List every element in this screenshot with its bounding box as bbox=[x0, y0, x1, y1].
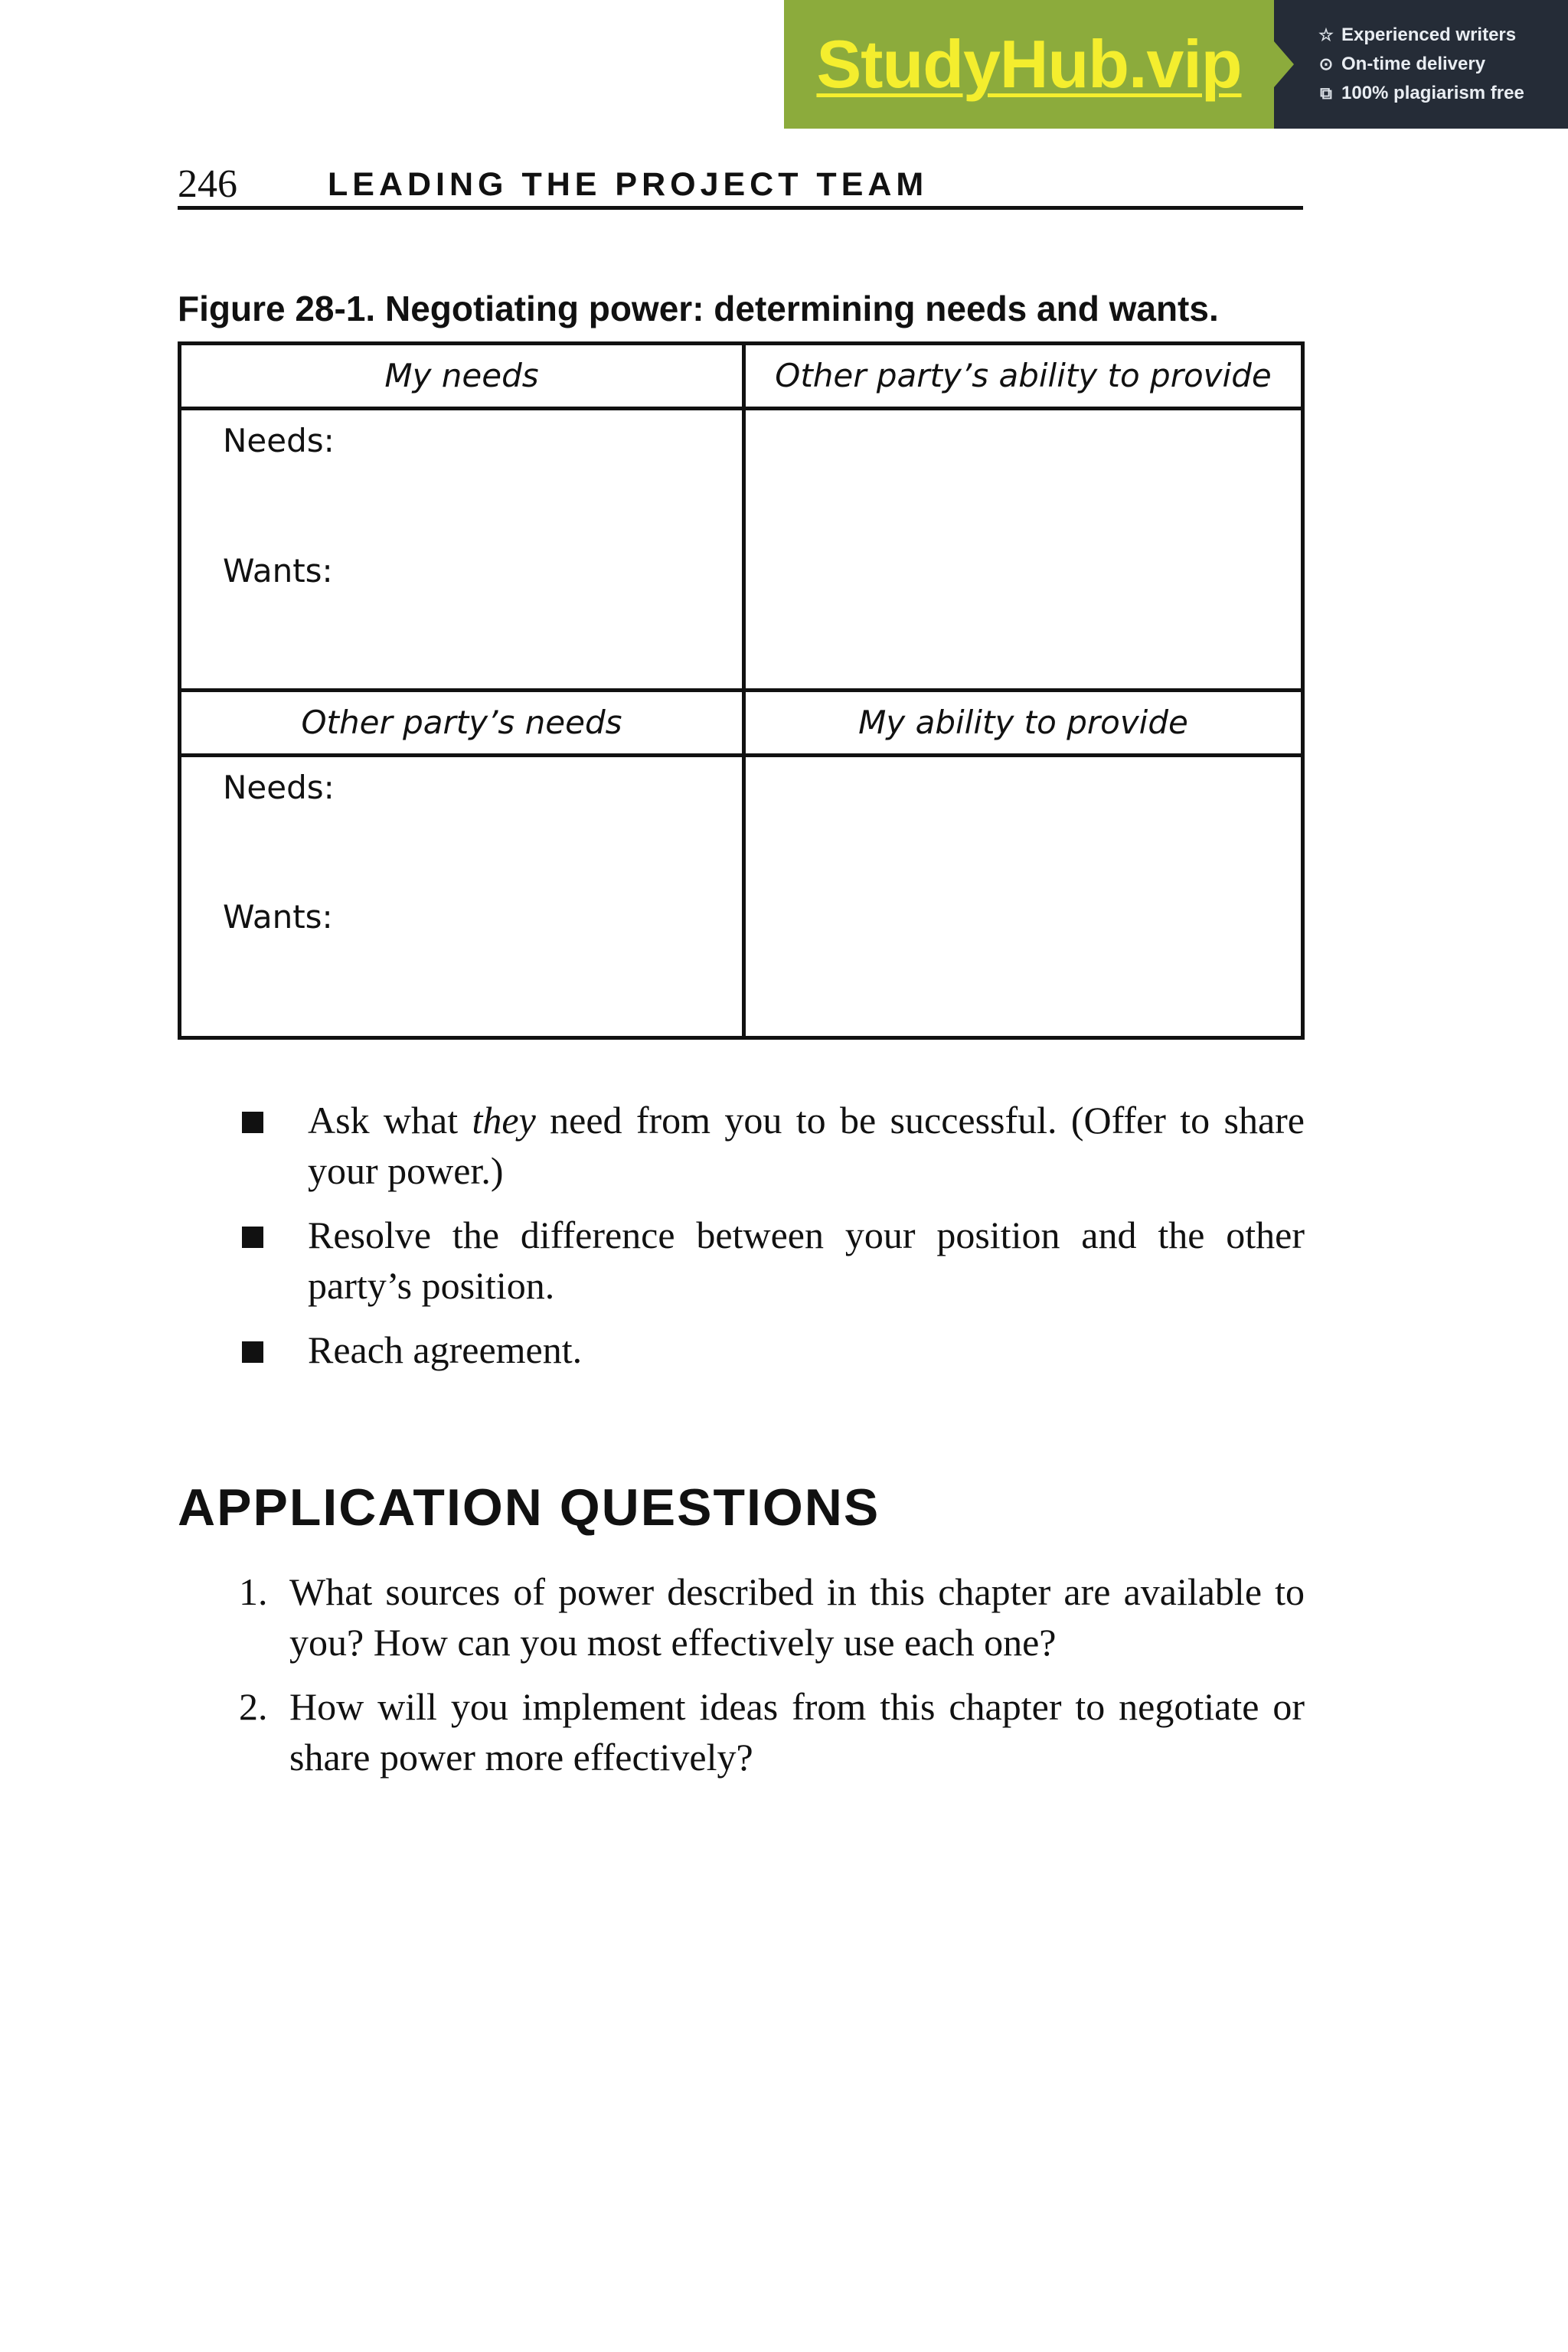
question-number: 2. bbox=[239, 1685, 268, 1728]
feature-experienced-writers bbox=[1317, 24, 1568, 46]
needs-label: Needs: bbox=[223, 769, 335, 806]
header-other-party-needs: Other party’s needs bbox=[301, 704, 622, 741]
banner-features bbox=[1274, 0, 1568, 129]
feature-text: 100% plagiarism free bbox=[1341, 83, 1524, 103]
list-item bbox=[178, 1681, 1305, 1782]
banner-notch bbox=[1274, 41, 1294, 87]
star-icon: ☆ bbox=[1318, 25, 1334, 44]
square-bullet-icon bbox=[242, 1227, 263, 1248]
feature-on-time-delivery bbox=[1317, 54, 1568, 75]
needs-wants-table bbox=[178, 341, 1305, 1040]
question-list bbox=[178, 1566, 1305, 1796]
studyhub-banner[interactable] bbox=[784, 0, 1568, 129]
table-divider bbox=[181, 753, 1301, 757]
header-my-needs: My needs bbox=[384, 357, 539, 394]
question-text: What sources of power described in this chapter are available to you? How can you most effectively use each one? bbox=[289, 1570, 1305, 1664]
table-divider bbox=[181, 407, 1301, 410]
list-item bbox=[178, 1566, 1305, 1668]
header-other-party-ability: Other party’s ability to provide bbox=[775, 357, 1272, 394]
running-head bbox=[178, 159, 1303, 210]
list-item: Resolve the difference between your position and the other party’s position. bbox=[178, 1210, 1305, 1311]
page-number: 246 bbox=[178, 162, 237, 206]
running-head-title: LEADING THE PROJECT TEAM bbox=[328, 166, 929, 203]
copy-icon: ⧉ bbox=[1320, 83, 1332, 103]
wants-label: Wants: bbox=[223, 898, 333, 936]
emphasis: they bbox=[472, 1099, 536, 1142]
feature-plagiarism-free bbox=[1317, 83, 1568, 104]
feature-text: Experienced writers bbox=[1341, 24, 1517, 45]
studyhub-logo[interactable] bbox=[784, 0, 1274, 129]
list-item: Ask what they need from you to be successful. (Offer to share your power.) bbox=[178, 1095, 1305, 1196]
list-item: Reach agreement. bbox=[178, 1325, 1305, 1375]
square-bullet-icon bbox=[242, 1112, 263, 1133]
question-text: How will you implement ideas from this chapter to negotiate or share power more effectively? bbox=[289, 1685, 1305, 1779]
question-number: 1. bbox=[239, 1570, 268, 1613]
square-bullet-icon bbox=[242, 1341, 263, 1363]
figure-caption: Figure 28-1. Negotiating power: determining needs and wants. bbox=[178, 289, 1219, 328]
needs-label: Needs: bbox=[223, 422, 335, 459]
feature-text: On-time delivery bbox=[1341, 54, 1486, 74]
clock-icon: ⊙ bbox=[1318, 54, 1334, 74]
wants-label: Wants: bbox=[223, 552, 333, 590]
logo-text: StudyHub.vip bbox=[816, 26, 1242, 102]
bullet-list bbox=[178, 1095, 1305, 1389]
section-heading: APPLICATION QUESTIONS bbox=[178, 1478, 880, 1537]
header-my-ability: My ability to provide bbox=[858, 704, 1188, 741]
